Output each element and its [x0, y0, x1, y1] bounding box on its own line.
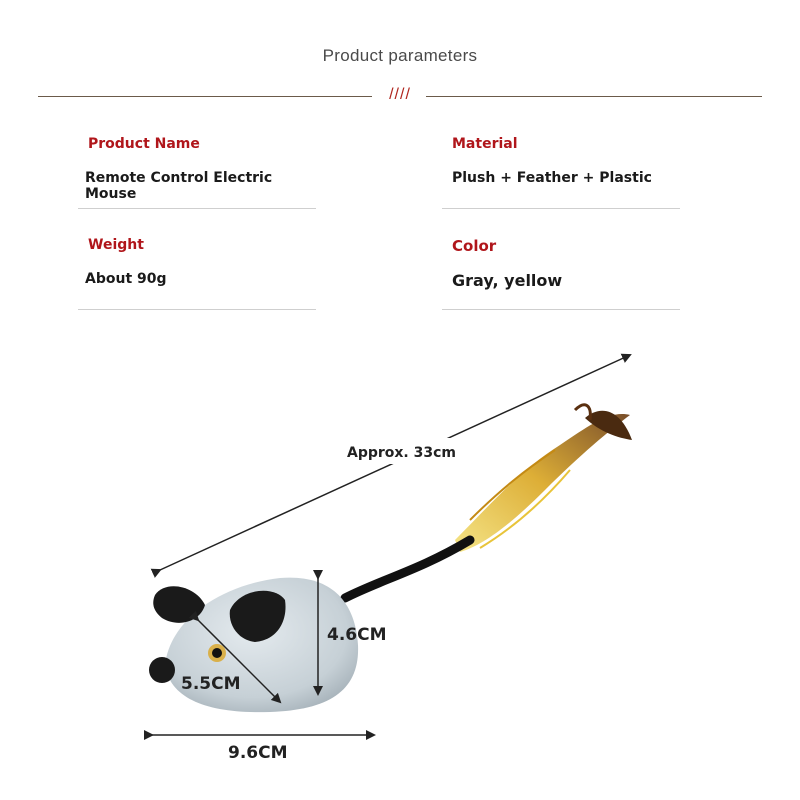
param-label: Color	[452, 237, 497, 255]
param-label: Product Name	[88, 136, 200, 152]
param-value: Plush + Feather + Plastic	[452, 170, 652, 186]
divider-ornament: ////	[389, 86, 411, 103]
page-title: Product parameters	[322, 46, 478, 65]
param-label: Weight	[88, 237, 144, 253]
height-label: 4.6CM	[327, 625, 387, 645]
param-value: About 90g	[85, 271, 167, 287]
width-label: 5.5CM	[181, 674, 241, 694]
mouse-nose	[149, 657, 175, 683]
param-value: Remote Control Electric Mouse	[85, 170, 273, 202]
param-label: Material	[452, 136, 518, 152]
mouse-tail	[345, 540, 470, 598]
param-value: Gray, yellow	[452, 271, 563, 290]
feather-tail	[455, 405, 632, 552]
body-length-label: 9.6CM	[228, 743, 288, 763]
total-length-label: Approx. 33cm	[347, 445, 456, 461]
